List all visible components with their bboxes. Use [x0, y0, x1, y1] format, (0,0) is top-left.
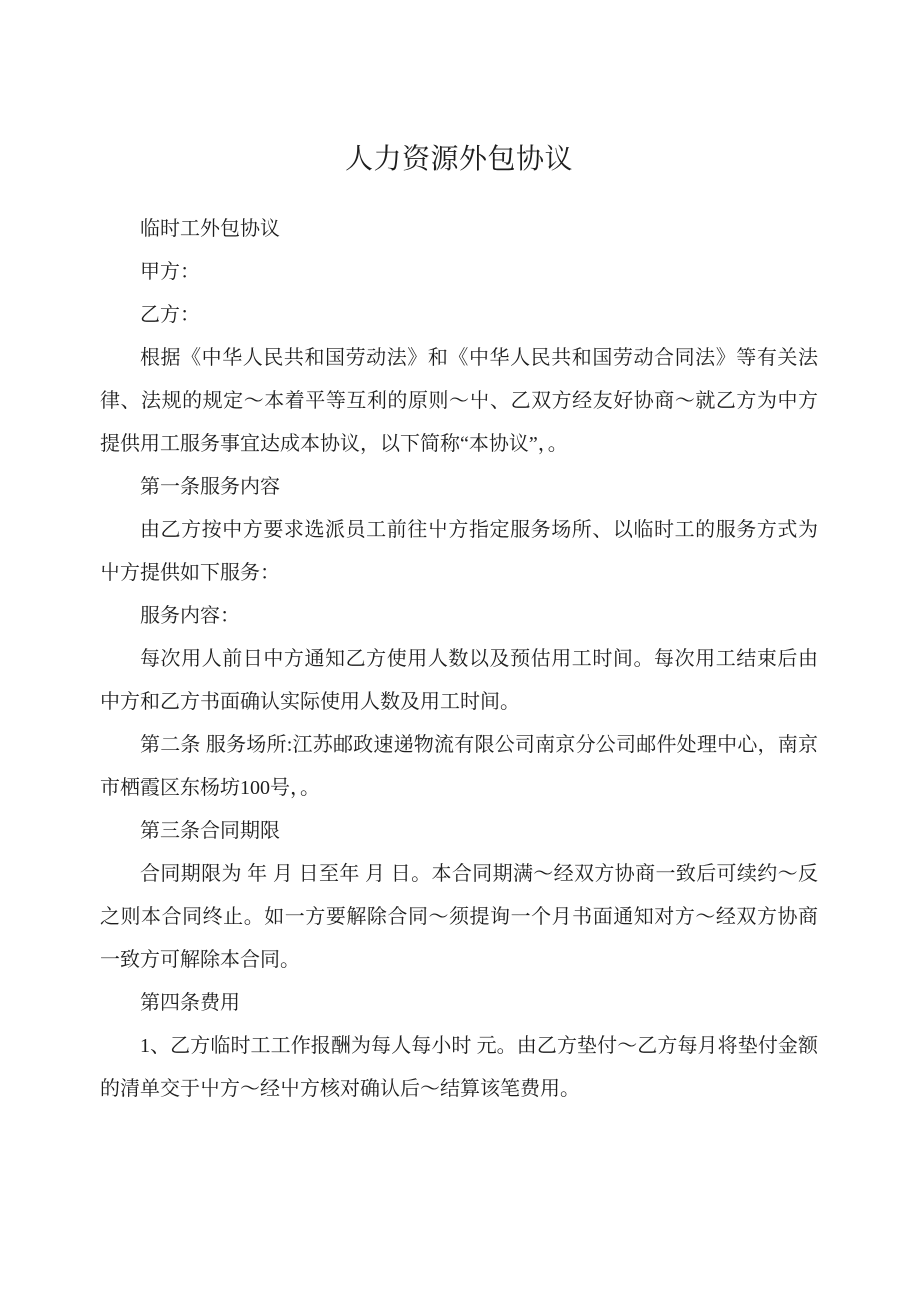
document-title: 人力资源外包协议	[344, 144, 573, 175]
paragraph-subtitle: 临时工外包协议	[140, 218, 280, 240]
clause-4-heading: 第四条费用	[140, 992, 240, 1014]
service-content-label: 服务内容：	[140, 605, 240, 627]
clause-3-body: 合同期限为 年 月 日至年 月 日。本合同期满～经双方协商一致后可续约～反之则本合同终止。如一方要解除合同～须提询一个月书面通知对方～经双方协商一致方可解除本合同。	[100, 863, 818, 971]
clause-1-body: 由乙方按中方要求选派员工前往屮方指定服务场所、以临时工的服务方式为屮方提供如下服务：	[100, 519, 818, 584]
clause-1-heading: 第一条服务内容	[140, 476, 280, 498]
party-a-label: 甲方：	[140, 261, 200, 283]
paragraph-preamble: 根据《中华人民共和国劳动法》和《中华人民共和国劳动合同法》等有关法律、法规的规定～本着平等互利的原则～屮、乙双方经友好协商～就乙方为中方提供用工服务事宜达成本协议，以下简称“本协议”，。	[100, 347, 818, 455]
clause-4-body: 1、乙方临时工工作报酬为每人每小时 元。由乙方垫付～乙方每月将垫付金额的清单交于屮方～经屮方核对确认后～结算该笔费用。	[100, 1035, 818, 1100]
clause-2-body: 第二条 服务场所:江苏邮政速递物流有限公司南京分公司邮件处理中心，南京市栖霞区东杨坊100号，。	[100, 734, 818, 799]
party-b-label: 乙方：	[140, 304, 200, 326]
clause-3-heading: 第三条合同期限	[140, 820, 280, 842]
clause-1-detail: 每次用人前日中方通知乙方使用人数以及预估用工时间。每次用工结束后由中方和乙方书面确认实际使用人数及用工时间。	[100, 648, 818, 713]
